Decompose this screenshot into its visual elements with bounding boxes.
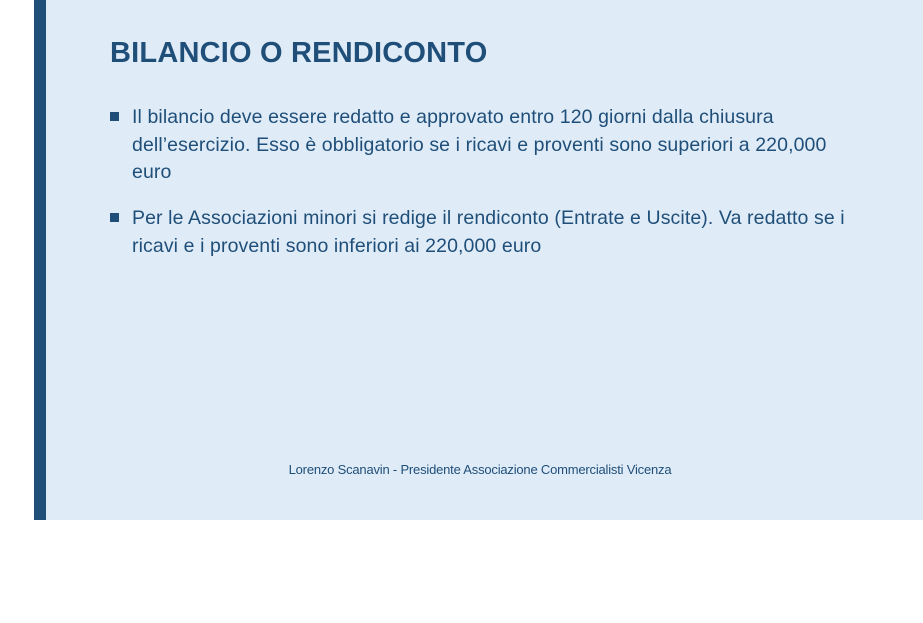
slide-footer-attribution: Lorenzo Scanavin - Presidente Associazione Commercialisti Vicenza [288, 462, 672, 477]
page-title: BILANCIO O RENDICONTO [110, 37, 488, 69]
slide-accent-bar [34, 0, 46, 520]
list-item-text: Per le Associazioni minori si redige il rendiconto (Entrate e Uscite). Va redatto se i ricavi e i proventi sono inferiori ai 220,000 euro [132, 207, 845, 257]
square-bullet-icon [110, 213, 119, 222]
list-item [110, 205, 850, 260]
list-item-text: Il bilancio deve essere redatto e approvato entro 120 giorni dalla chiusura dell’esercizio. Esso è obbligatorio se i ricavi e proventi sono superiori a 220,000 euro [132, 106, 827, 184]
bullet-list [110, 104, 850, 278]
page-bottom-area [0, 520, 923, 623]
slide-left-margin [0, 0, 34, 520]
square-bullet-icon [110, 112, 119, 121]
list-item [110, 104, 850, 187]
